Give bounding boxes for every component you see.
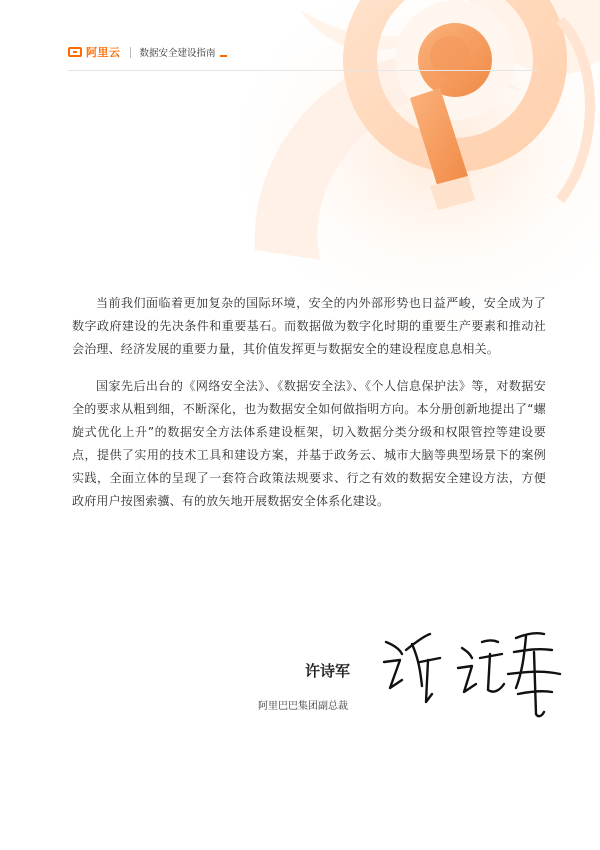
author-name: 许诗军: [305, 662, 351, 680]
aliyun-logo: [68, 44, 121, 60]
header-divider: [130, 47, 131, 58]
foreword-body: [72, 292, 546, 527]
aliyun-logo-icon: [68, 47, 82, 57]
header: [68, 44, 227, 60]
author-title: 阿里巴巴集团副总裁: [258, 701, 348, 712]
title-accent-mark: [220, 55, 227, 57]
paragraph-2: 国家先后出台的《网络安全法》、《数据安全法》、《个人信息保护法》等，对数据安全的要求从粗到细，不断深化，也为数据安全如何做指明方向。本分册创新地提出了“螺旋式优化上升”的数据安全方法体系建设框架，切入数据分类分级和权限管控等建设要点，提供了实用的技术工具和建设方案，并基于政务云、城市大脑等典型场景下的案例实践，全面立体的呈现了一套符合政策法规要求、行之有效的数据安全建设方法，方便政府用户按图索骥、有的放矢地开展数据安全体系化建设。: [72, 379, 546, 508]
handwritten-signature: [376, 628, 566, 724]
header-rule: [68, 70, 538, 71]
logo-text: 阿里云: [86, 46, 121, 59]
document-title: 数据安全建设指南: [139, 48, 216, 59]
paragraph-1: 当前我们面临着更加复杂的国际环境，安全的内外部形势也日益严峻，安全成为了数字政府建设的先决条件和重要基石。而数据做为数字化时期的重要生产要素和推动社会治理、经济发展的重要力量，其价值发挥更与数据安全的建设程度息息相关。: [72, 296, 546, 356]
